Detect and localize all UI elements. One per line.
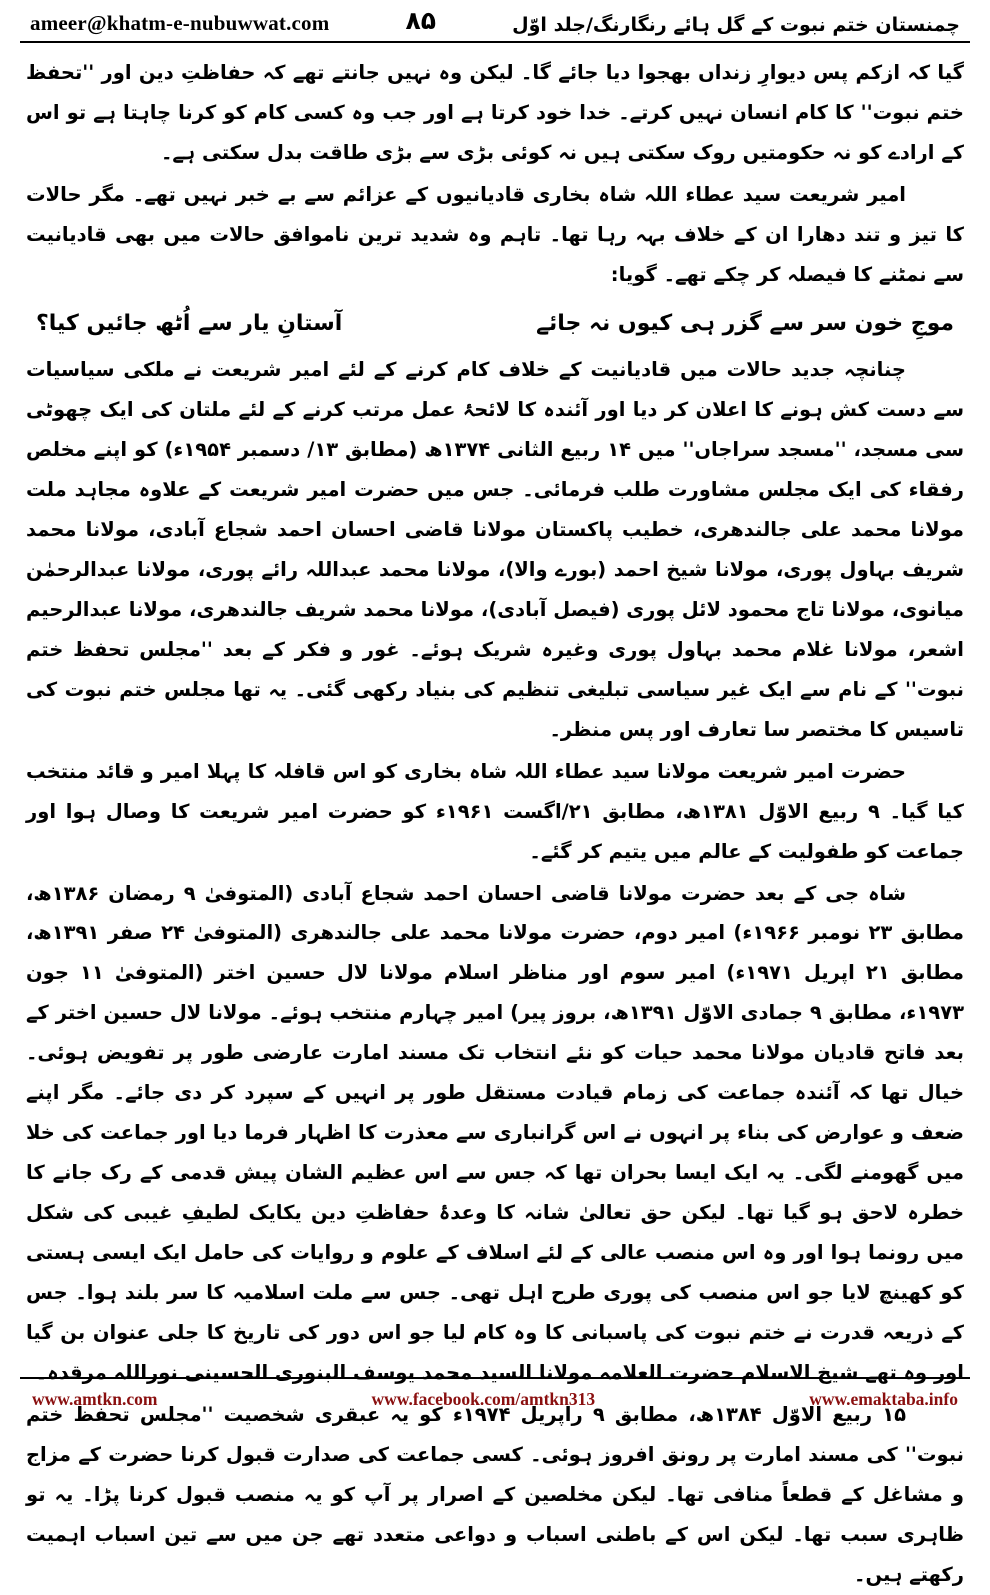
paragraph: شاہ جی کے بعد حضرت مولانا قاضی احسان احمد شجاع آبادی (المتوفیٰ ۹ رمضان ۱۳۸۶ھ، مطابق ۲۳ نومبر ۱۹۶۶ء) امیر دوم، حضرت مولانا محمد علی جالندھری (المتوفیٰ ۲۴ صفر ۱۳۹۱ھ، مطابق ۲۱ اپریل ۱۹۷۱ء) امیر سوم اور مناظر اسلام مولانا لال حسین اختر (المتوفیٰ ۱۱ جون ۱۹۷۳ء، مطابق ۹ جمادی الاوّل ۱۳۹۱ھ، بروز پیر) امیر چہارم منتخب ہوئے۔ مولانا لال حسین اختر کے بعد فاتح قادیان مولانا محمد حیات کو نئے انتخاب تک مسند امارت عارضی طور پر تفویض ہوئی۔ خیال تھا کہ آئندہ جماعت کی زمام قیادت مستقل طور پر انہیں کے سپرد کر دی جائے۔ مگر اپنے ضعف و عوارض کی بناء پر انہوں نے اس گرانباری سے معذرت کا اظہار فرما دیا اور جماعت کی خلا میں گھومنے لگی۔ یہ ایک ایسا بحران تھا کہ جس سے اس عظیم الشان پیش قدمی کے رک جانے کا خطرہ لاحق ہو گیا تھا۔ لیکن حق تعالیٰ شانہ کا وعدۂ حفاظتِ دین یکایک لطیفِ غیبی کی شکل میں رونما ہوا اور وہ اس منصب عالی کے لئے اسلاف کے علوم و روایات کی حامل ایک ایسی ہستی کو کھینچ لایا جو اس منصب کی پوری طرح اہل تھی۔ جس سے ملت اسلامیہ کا سر بلند ہوا۔ جس کے ذریعہ قدرت نے ختم نبوت کی پاسبانی کا وہ کام لیا جو اس دور کی تاریخ کا جلی عنوان بن گیا اور وہ تھے شیخ الاسلام حضرت العلامہ مولانا السید محمد یوسف البنوری الحسینی نوراللہ مرقدہ۔ — [26, 881, 965, 1385]
page-footer — [18, 1377, 972, 1410]
footer-link-emaktaba[interactable]: www.emaktaba.info — [809, 1389, 958, 1409]
paragraph: گیا کہ ازکم پس دیوارِ زنداں بھجوا دیا جائے گا۔ لیکن وہ نہیں جانتے تھے کہ حفاظتِ دین اور ''تحفظ ختم نبوت'' کا کام انسان نہیں کرتے۔ خدا خود کرتا ہے اور جب وہ کسی کام کو کرنا چاہتا ہے تو اس کے ارادے کو نہ حکومتیں روک سکتی ہیں نہ کوئی بڑی سے بڑی طاقت بدل سکتی ہے۔ — [26, 61, 964, 164]
couplet-first-line: موجِ خون سر سے گزر ہی کیوں نہ جائے — [536, 310, 954, 336]
couplet-second-line: آستانِ یار سے اُٹھ جائیں کیا؟ — [36, 310, 343, 336]
paragraph: حضرت امیر شریعت مولانا سید عطاء اللہ شاہ بخاری کو اس قافلہ کا پہلا امیر و قائد منتخب کیا گیا۔ ۹ ربیع الاوّل ۱۳۸۱ھ، مطابق ۲۱/اگست ۱۹۶۱ء کو حضرت امیر شریعت کا وصال ہوا اور جماعت کو طفولیت کے عالم میں یتیم کر گئے۔ — [26, 759, 965, 863]
book-title: چمنستان ختم نبوت کے گل ہائے رنگارنگ/جلد اوّل — [512, 14, 960, 36]
page-number: ۸۵ — [405, 6, 437, 35]
header-email: ameer@khatm-e-nubuwwat.com — [30, 11, 330, 35]
paragraph: امیر شریعت سید عطاء اللہ شاہ بخاری قادیانیوں کے عزائم سے بے خبر نہیں تھے۔ مگر حالات کا تیز و تند دھارا ان کے خلاف بہہ رہا تھا۔ تاہم وہ شدید ترین ناموافق حالات میں بھی قادیانیت سے نمٹنے کا فیصلہ کر چکے تھے۔ گویا: — [26, 182, 964, 286]
footer-link-facebook[interactable]: www.facebook.com/amtkn313 — [371, 1389, 596, 1409]
paragraph: چنانچہ جدید حالات میں قادیانیت کے خلاف کام کرنے کے لئے امیر شریعت نے ملکی سیاسیات سے دست کش ہونے کا اعلان کر دیا اور آئندہ کا لائحۂ عمل مرتب کرنے کے لئے ملتان کی ایک چھوٹی سی مسجد، ''مسجد سراجاں'' میں ۱۴ ربیع الثانی ۱۳۷۴ھ (مطابق ۱۳/ دسمبر ۱۹۵۴ء) کو اپنے مخلص رفقاء کی ایک مجلس مشاورت طلب فرمائی۔ جس میں حضرت امیر شریعت کے علاوہ مجاہد ملت مولانا محمد علی جالندھری، خطیب پاکستان مولانا قاضی احسان احمد شجاع آبادی، مولانا محمد شریف بہاول پوری، مولانا شیخ احمد (بورے والا)، مولانا محمد عبداللہ رائے پوری، مولانا عبدالرحمٰن میانوی، مولانا تاج محمود لائل پوری (فیصل آبادی)، مولانا محمد شریف جالندھری، مولانا عبدالرحیم اشعر، مولانا غلام محمد بہاول پوری وغیرہ شریک ہوئے۔ غور و فکر کے بعد ''مجلس تحفظ ختم نبوت'' کے نام سے ایک غیر سیاسی تبلیغی تنظیم کی بنیاد رکھی گئی۔ یہ تھا مجلس ختم نبوت کی تاسیس کا مختصر سا تعارف اور پس منظر۔ — [26, 357, 964, 741]
page-header — [18, 0, 972, 38]
paragraph: ۱۵ ربیع الاوّل ۱۳۸۴ھ، مطابق ۹ راپریل ۱۹۷۴ء کو یہ عبقری شخصیت ''مجلس تحفظ ختم نبوت'' کی مسند امارت پر رونق افروز ہوئی۔ کسی جماعت کی صدارت قبول کرنا حضرت کے مزاج و مشاغل کے قطعاً منافی تھا۔ لیکن مخلصین کے اصرار پر آپ کو یہ منصب قبول کرنا پڑا۔ یہ تو ظاہری سبب تھا۔ لیکن اس کے باطنی اسباب و دواعی متعدد تھے جن میں سے تین اسباب اہمیت رکھتے ہیں۔ — [26, 1403, 964, 1586]
page-content — [18, 43, 972, 1595]
verse-couplet — [26, 301, 964, 346]
footer-divider — [20, 1377, 970, 1379]
footer-link-website[interactable]: www.amtkn.com — [32, 1389, 158, 1409]
